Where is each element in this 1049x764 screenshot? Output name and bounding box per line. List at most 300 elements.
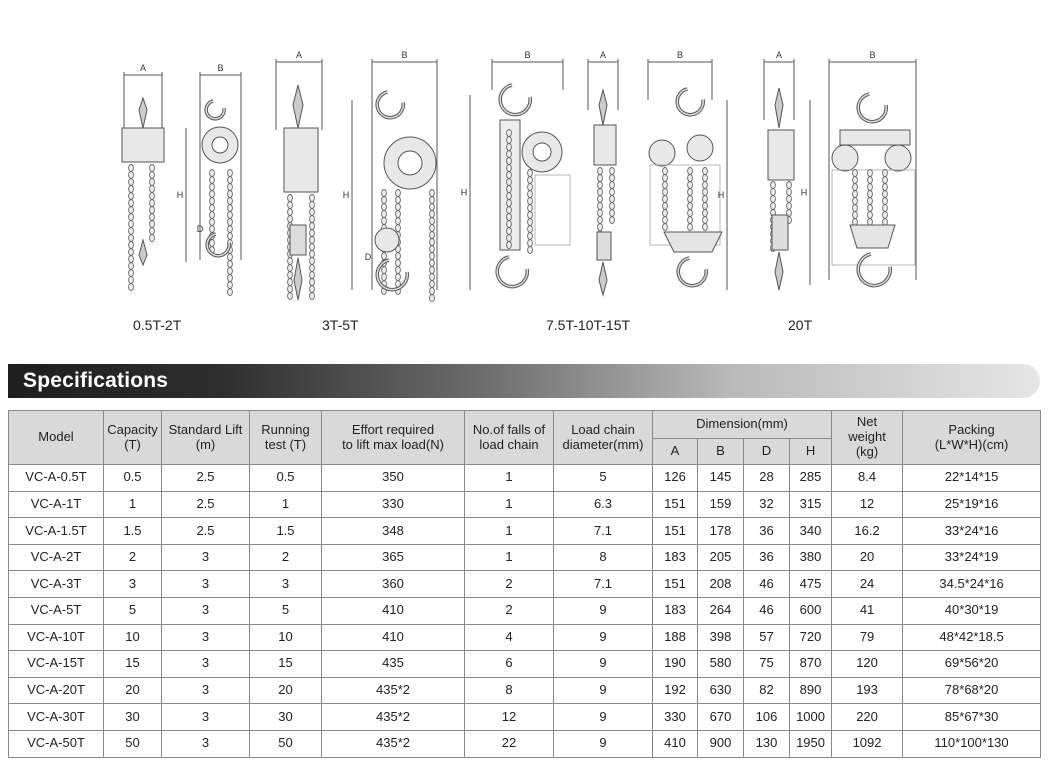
cell-running: 1: [250, 491, 322, 518]
chain-side-3b: [610, 189, 615, 196]
table-row: [9, 465, 1041, 492]
chain-front-3ba: [663, 182, 668, 189]
cell-h: 475: [790, 571, 832, 598]
chain-front-3bb: [688, 210, 693, 217]
table-row: [9, 571, 1041, 598]
header-dim-d: D: [744, 439, 790, 465]
gear-body-right-3b: [687, 135, 713, 161]
bottom-hook-front-3-inner: [497, 257, 527, 287]
cell-h: 1000: [790, 704, 832, 731]
cell-chain: 7.1: [554, 518, 653, 545]
chain-front-3bc: [703, 210, 708, 217]
chain-front-3ba: [663, 203, 668, 210]
table-row: [9, 597, 1041, 624]
chain-side-2: [150, 214, 155, 221]
chain-front-3bb: [688, 203, 693, 210]
header-dimension: Dimension(mm): [653, 411, 832, 439]
chain-front-2b: [396, 267, 401, 274]
chain-side-3b: [610, 217, 615, 224]
chain-front-3a: [507, 137, 512, 144]
chain-front-4c: [883, 198, 888, 205]
cell-running: 1.5: [250, 518, 322, 545]
cell-d: 36: [744, 518, 790, 545]
table-header-row: [9, 411, 1041, 439]
chain-front-2c: [430, 288, 435, 295]
dim-a-g4-label: A: [775, 50, 783, 60]
cell-b: 178: [698, 518, 744, 545]
cell-h: 380: [790, 544, 832, 571]
lower-block-side-2: [290, 225, 306, 255]
cell-weight: 16.2: [832, 518, 903, 545]
dim-h-g2-label: H: [342, 190, 350, 200]
cell-a: 188: [653, 624, 698, 651]
chain-side-4b: [787, 182, 792, 189]
chain-front-2b: [396, 190, 401, 197]
lower-block-front-3b: [664, 232, 722, 252]
gear-left-front-4: [832, 145, 858, 171]
chain-front-2c: [430, 295, 435, 302]
chain-front-2c: [430, 281, 435, 288]
chain-front-3bc: [703, 175, 708, 182]
chain-front-3b: [528, 205, 533, 212]
chain-front-3ba: [663, 217, 668, 224]
cell-lift: 3: [162, 677, 250, 704]
chain-front-3b: [528, 170, 533, 177]
cell-capacity: 20: [104, 677, 162, 704]
chain-front-3bc: [703, 168, 708, 175]
chain-front-4b: [868, 205, 873, 212]
chain-side-3a: [598, 203, 603, 210]
chain-front-2b: [396, 218, 401, 225]
dim-h-g3-label: H: [460, 187, 468, 198]
cell-weight: 20: [832, 544, 903, 571]
specifications-table: [8, 410, 1041, 758]
dim-b-g3-label: B: [524, 50, 531, 60]
chain-front-1b: [228, 212, 233, 219]
cell-h: 340: [790, 518, 832, 545]
chain-front-1b: [228, 198, 233, 205]
chain-front-3b: [528, 219, 533, 226]
cell-h: 720: [790, 624, 832, 651]
header-dim-a: A: [653, 439, 698, 465]
chain-front-3b: [528, 240, 533, 247]
chain-front-3bb: [688, 189, 693, 196]
chain-front-4c: [883, 205, 888, 212]
cell-d: 106: [744, 704, 790, 731]
chain-side-2: [150, 228, 155, 235]
cell-running: 3: [250, 571, 322, 598]
chain-front-4c: [883, 219, 888, 226]
chain-side-4a: [771, 196, 776, 203]
cell-weight: 120: [832, 651, 903, 678]
lower-block-side-3: [597, 232, 611, 260]
chain-front-1b: [228, 226, 233, 233]
cell-chain: 6.3: [554, 491, 653, 518]
chain-front-2c: [430, 197, 435, 204]
cell-b: 145: [698, 465, 744, 492]
chain-side-2: [150, 221, 155, 228]
bottom-hook-side: [139, 240, 147, 265]
cell-packing: 110*100*130: [903, 730, 1041, 757]
chain-front-3a: [507, 130, 512, 137]
chain-front-1a: [210, 198, 215, 205]
cell-model: VC-A-15T: [9, 651, 104, 678]
lower-block-front-2: [375, 228, 399, 252]
chain-side-4b: [787, 189, 792, 196]
chain-front-2b: [396, 204, 401, 211]
chain-front-4b: [868, 170, 873, 177]
chain-front-2b: [396, 211, 401, 218]
table-row: [9, 730, 1041, 757]
header-model: Model: [9, 411, 104, 465]
cell-a: 126: [653, 465, 698, 492]
top-hook-side-3: [599, 90, 607, 125]
chain-side-3b: [610, 175, 615, 182]
cell-capacity: 30: [104, 704, 162, 731]
cell-falls: 12: [465, 704, 554, 731]
cell-running: 2: [250, 544, 322, 571]
chain-side-3a: [598, 224, 603, 231]
cell-d: 32: [744, 491, 790, 518]
top-hook-front-3b-inner: [677, 89, 703, 115]
cell-b: 159: [698, 491, 744, 518]
header-capacity: Capacity (T): [104, 411, 162, 465]
cell-h: 870: [790, 651, 832, 678]
chain-front-1b: [228, 282, 233, 289]
chain-front-1a: [210, 191, 215, 198]
cell-effort: 365: [322, 544, 465, 571]
chain-side-2a: [288, 293, 293, 300]
chain-front-1a: [210, 212, 215, 219]
chain-side-2b: [310, 237, 315, 244]
cell-a: 151: [653, 491, 698, 518]
chain-front-1a: [210, 184, 215, 191]
chain-side-1: [129, 165, 134, 172]
chain-side-2b: [310, 258, 315, 265]
chain-side-2b: [310, 265, 315, 272]
cell-weight: 1092: [832, 730, 903, 757]
chain-side-2b: [310, 223, 315, 230]
chain-front-2c: [430, 218, 435, 225]
cell-packing: 78*68*20: [903, 677, 1041, 704]
chain-front-3a: [507, 158, 512, 165]
group-label-7-5t-15t: 7.5T-10T-15T: [546, 317, 631, 333]
chain-front-2c: [430, 211, 435, 218]
cell-falls: 6: [465, 651, 554, 678]
chain-side-2b: [310, 195, 315, 202]
cell-model: VC-A-5T: [9, 597, 104, 624]
hoist-drawings-svg: [0, 0, 1049, 345]
chain-side-2b: [310, 216, 315, 223]
cell-lift: 3: [162, 704, 250, 731]
chain-front-4b: [868, 198, 873, 205]
cell-chain: 9: [554, 704, 653, 731]
chain-front-3b: [528, 233, 533, 240]
cell-a: 410: [653, 730, 698, 757]
cell-running: 20: [250, 677, 322, 704]
chain-front-1a: [210, 177, 215, 184]
cell-packing: 40*30*19: [903, 597, 1041, 624]
top-hook-front-1-inner: [206, 101, 224, 119]
chain-side-1: [129, 179, 134, 186]
chain-front-1a: [210, 240, 215, 247]
cell-chain: 9: [554, 651, 653, 678]
cell-falls: 1: [465, 465, 554, 492]
cell-h: 1950: [790, 730, 832, 757]
chain-front-4a: [853, 205, 858, 212]
chain-front-3bb: [688, 168, 693, 175]
cell-d: 46: [744, 571, 790, 598]
cell-packing: 33*24*16: [903, 518, 1041, 545]
chain-side-1: [129, 263, 134, 270]
cell-lift: 2.5: [162, 465, 250, 492]
dim-b-g1-label: B: [217, 63, 224, 73]
cell-lift: 3: [162, 730, 250, 757]
chain-side-2b: [310, 202, 315, 209]
chain-front-3bc: [703, 203, 708, 210]
chain-front-3ba: [663, 175, 668, 182]
cell-b: 630: [698, 677, 744, 704]
chain-side-3a: [598, 217, 603, 224]
chain-side-3b: [610, 168, 615, 175]
chain-side-3a: [598, 210, 603, 217]
chain-side-2: [150, 193, 155, 200]
chain-side-2b: [310, 286, 315, 293]
chain-front-2c: [430, 267, 435, 274]
chain-front-2c: [430, 253, 435, 260]
chain-side-3b: [610, 203, 615, 210]
cell-capacity: 15: [104, 651, 162, 678]
chain-front-2a: [382, 211, 387, 218]
chain-front-2c: [430, 225, 435, 232]
chain-front-4c: [883, 212, 888, 219]
header-net-weight: Net weight (kg): [832, 411, 903, 465]
chain-side-2: [150, 200, 155, 207]
cell-effort: 435*2: [322, 730, 465, 757]
chain-front-2b: [396, 225, 401, 232]
chain-front-1b: [228, 191, 233, 198]
chain-front-1b: [228, 254, 233, 261]
chain-side-1: [129, 207, 134, 214]
cell-effort: 435*2: [322, 677, 465, 704]
chain-side-3a: [598, 168, 603, 175]
chain-side-2a: [288, 216, 293, 223]
section-title: Specifications: [23, 369, 169, 392]
header-running-test: Running test (T): [250, 411, 322, 465]
chain-front-2b: [396, 260, 401, 267]
chain-front-3b: [528, 191, 533, 198]
cell-weight: 24: [832, 571, 903, 598]
chain-side-2a: [288, 209, 293, 216]
cell-running: 5: [250, 597, 322, 624]
cell-capacity: 5: [104, 597, 162, 624]
chain-side-3a: [598, 189, 603, 196]
chain-front-3a: [507, 235, 512, 242]
top-hook-front-2-inner: [377, 92, 403, 118]
chain-front-3bb: [688, 182, 693, 189]
chain-front-3a: [507, 193, 512, 200]
chain-side-1: [129, 193, 134, 200]
header-effort: Effort required to lift max load(N): [322, 411, 465, 465]
cell-model: VC-A-30T: [9, 704, 104, 731]
cell-effort: 410: [322, 597, 465, 624]
cell-running: 0.5: [250, 465, 322, 492]
cell-b: 900: [698, 730, 744, 757]
chain-front-3ba: [663, 224, 668, 231]
chain-front-3b: [528, 198, 533, 205]
chain-side-2a: [288, 258, 293, 265]
cell-effort: 435: [322, 651, 465, 678]
cell-a: 190: [653, 651, 698, 678]
top-hook-side: [139, 98, 147, 128]
cell-weight: 79: [832, 624, 903, 651]
chain-side-1: [129, 242, 134, 249]
top-hook-side-2: [293, 85, 303, 128]
dim-b-g2-label: B: [401, 50, 408, 60]
chain-front-3bc: [703, 217, 708, 224]
cell-model: VC-A-1T: [9, 491, 104, 518]
hoist-body-side-4: [768, 130, 794, 180]
chain-side-3a: [598, 196, 603, 203]
chain-side-2b: [310, 244, 315, 251]
chain-side-2b: [310, 209, 315, 216]
chain-side-1: [129, 256, 134, 263]
cell-falls: 8: [465, 677, 554, 704]
dim-h-g3b-label: H: [717, 190, 725, 200]
cell-a: 151: [653, 571, 698, 598]
chain-front-3a: [507, 144, 512, 151]
chain-side-4a: [771, 182, 776, 189]
chain-front-3b: [528, 184, 533, 191]
cell-chain: 8: [554, 544, 653, 571]
chain-side-2b: [310, 293, 315, 300]
hoist-body-side: [122, 128, 164, 162]
cell-running: 15: [250, 651, 322, 678]
chain-front-4c: [883, 184, 888, 191]
cell-packing: 22*14*15: [903, 465, 1041, 492]
chain-side-4b: [787, 196, 792, 203]
chain-front-4b: [868, 191, 873, 198]
table-row: [9, 624, 1041, 651]
cell-d: 46: [744, 597, 790, 624]
chain-side-2b: [310, 272, 315, 279]
cell-b: 208: [698, 571, 744, 598]
cell-falls: 1: [465, 491, 554, 518]
table-row: [9, 677, 1041, 704]
chain-side-2a: [288, 265, 293, 272]
cell-falls: 1: [465, 518, 554, 545]
chain-side-4b: [787, 203, 792, 210]
dim-a-g1-label: A: [139, 63, 147, 73]
cell-chain: 9: [554, 730, 653, 757]
chain-front-1a: [210, 226, 215, 233]
cell-capacity: 10: [104, 624, 162, 651]
bottom-hook-side-2: [294, 258, 302, 300]
chain-side-2a: [288, 202, 293, 209]
cell-d: 57: [744, 624, 790, 651]
gear-body-left-3b: [649, 140, 675, 166]
chain-front-3bb: [688, 196, 693, 203]
chain-side-2b: [310, 230, 315, 237]
chain-front-4c: [883, 177, 888, 184]
dim-d-g1: D: [196, 224, 204, 234]
chain-front-4a: [853, 184, 858, 191]
cell-effort: 350: [322, 465, 465, 492]
chain-front-3a: [507, 221, 512, 228]
cell-weight: 220: [832, 704, 903, 731]
cell-effort: 410: [322, 624, 465, 651]
chain-side-1: [129, 186, 134, 193]
chain-front-2a: [382, 197, 387, 204]
cell-lift: 3: [162, 597, 250, 624]
cell-weight: 8.4: [832, 465, 903, 492]
chain-front-4b: [868, 177, 873, 184]
cell-effort: 348: [322, 518, 465, 545]
dim-b-g3b-label: B: [676, 50, 684, 60]
header-standard-lift: Standard Lift (m): [162, 411, 250, 465]
cell-d: 28: [744, 465, 790, 492]
cell-model: VC-A-3T: [9, 571, 104, 598]
chain-side-1: [129, 270, 134, 277]
chain-front-3a: [507, 151, 512, 158]
chain-front-3a: [507, 172, 512, 179]
chain-front-3bc: [703, 182, 708, 189]
cell-a: 330: [653, 704, 698, 731]
chain-front-3a: [507, 228, 512, 235]
chain-front-3a: [507, 179, 512, 186]
top-hook-front-3-inner: [500, 85, 530, 115]
bottom-hook-front-3b-inner: [678, 258, 706, 286]
chain-front-1b: [228, 177, 233, 184]
cell-h: 285: [790, 465, 832, 492]
dim-a-g3-label: A: [599, 50, 607, 60]
chain-front-1b: [228, 275, 233, 282]
cell-capacity: 0.5: [104, 465, 162, 492]
cell-capacity: 50: [104, 730, 162, 757]
chain-side-1: [129, 235, 134, 242]
chain-front-3b: [528, 177, 533, 184]
cell-model: VC-A-0.5T: [9, 465, 104, 492]
cell-capacity: 1.5: [104, 518, 162, 545]
chain-front-4b: [868, 184, 873, 191]
cell-h: 600: [790, 597, 832, 624]
cell-lift: 2.5: [162, 491, 250, 518]
dim-h-g4-label: H: [800, 187, 808, 198]
chain-side-3b: [610, 210, 615, 217]
header-falls: No.of falls of load chain: [465, 411, 554, 465]
cell-falls: 2: [465, 597, 554, 624]
cell-b: 670: [698, 704, 744, 731]
chain-front-3a: [507, 186, 512, 193]
lower-block-front-4: [850, 225, 895, 248]
gear-hub-front-3: [533, 143, 551, 161]
cell-d: 36: [744, 544, 790, 571]
top-beam-front-4: [840, 130, 910, 145]
chain-front-2c: [430, 239, 435, 246]
chain-side-2a: [288, 286, 293, 293]
chain-side-3b: [610, 182, 615, 189]
chain-front-3a: [507, 165, 512, 172]
cell-chain: 9: [554, 677, 653, 704]
chain-side-3b: [610, 196, 615, 203]
cell-packing: 85*67*30: [903, 704, 1041, 731]
hoist-body-side-3: [594, 125, 616, 165]
chain-front-3b: [528, 212, 533, 219]
chain-front-2a: [382, 218, 387, 225]
chain-front-2c: [430, 274, 435, 281]
bottom-hook-side-4: [775, 252, 783, 290]
chain-front-2c: [430, 260, 435, 267]
